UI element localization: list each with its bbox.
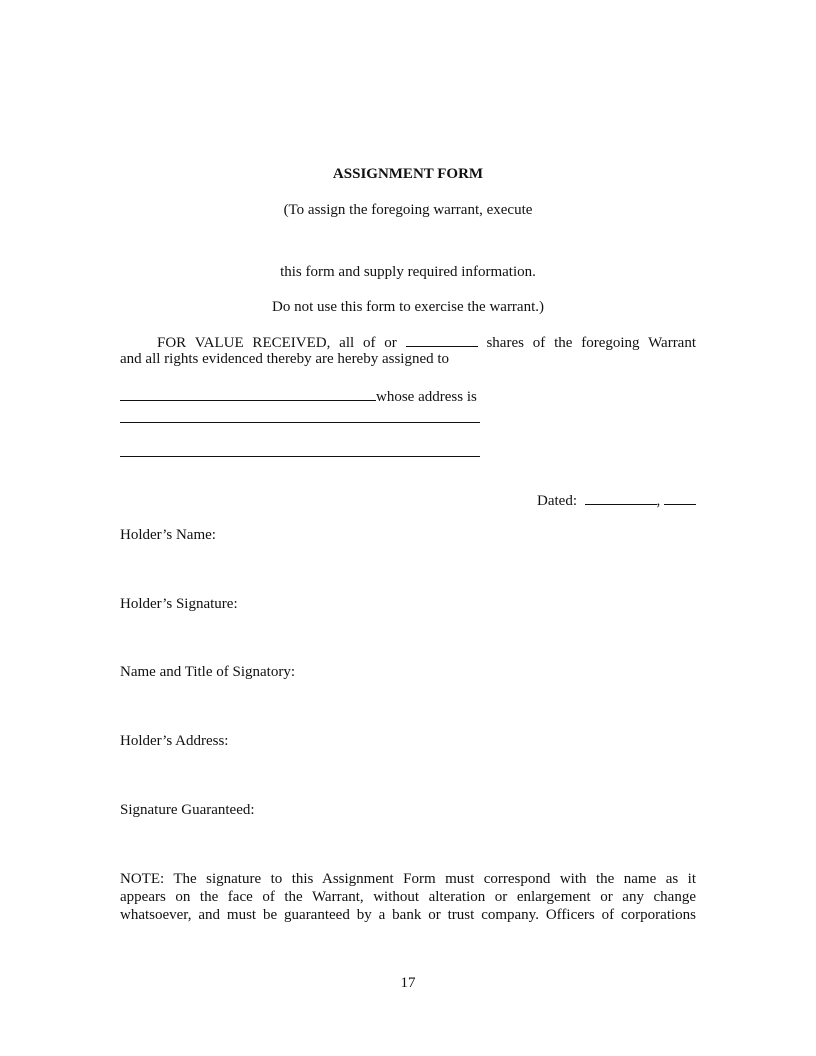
dated-line bbox=[537, 490, 696, 510]
page-number: 17 bbox=[400, 975, 416, 991]
instruction-line-3: Do not use this form to exercise the warrant.) bbox=[272, 299, 544, 315]
assignee-blank[interactable] bbox=[120, 386, 376, 401]
instruction-line-2: this form and supply required information. bbox=[280, 264, 536, 280]
signature-guaranteed-label: Signature Guaranteed: bbox=[120, 802, 255, 818]
assignment-suffix: shares of the foregoing Warrant bbox=[486, 335, 697, 351]
assignee-line bbox=[120, 386, 477, 406]
assignment-prefix: FOR VALUE RECEIVED, all of or bbox=[157, 335, 397, 351]
date-blank[interactable] bbox=[585, 490, 657, 505]
holder-address-label: Holder’s Address: bbox=[120, 733, 229, 749]
dated-separator: , bbox=[656, 493, 661, 509]
address-line-2[interactable] bbox=[120, 456, 480, 457]
address-line-1[interactable] bbox=[120, 422, 480, 423]
holder-name-label: Holder’s Name: bbox=[120, 527, 216, 543]
note-line-3: whatsoever, and must be guaranteed by a bank or trust company. Officers of corporations bbox=[120, 907, 696, 923]
year-blank[interactable] bbox=[664, 490, 696, 505]
assignment-line-2: and all rights evidenced thereby are hereby assigned to bbox=[120, 351, 450, 367]
dated-label: Dated: bbox=[537, 493, 577, 509]
form-title: ASSIGNMENT FORM bbox=[332, 166, 484, 182]
address-label: whose address is bbox=[376, 389, 477, 405]
holder-signature-label: Holder’s Signature: bbox=[120, 596, 238, 612]
note-line-1: NOTE: The signature to this Assignment Form must correspond with the name as it bbox=[120, 871, 696, 887]
assignment-line-1 bbox=[120, 332, 696, 352]
shares-blank[interactable] bbox=[406, 332, 478, 347]
note-line-2: appears on the face of the Warrant, without alteration or enlargement or any change bbox=[120, 889, 696, 905]
signatory-label: Name and Title of Signatory: bbox=[120, 664, 295, 680]
instruction-line-1: (To assign the foregoing warrant, execute bbox=[283, 202, 533, 218]
